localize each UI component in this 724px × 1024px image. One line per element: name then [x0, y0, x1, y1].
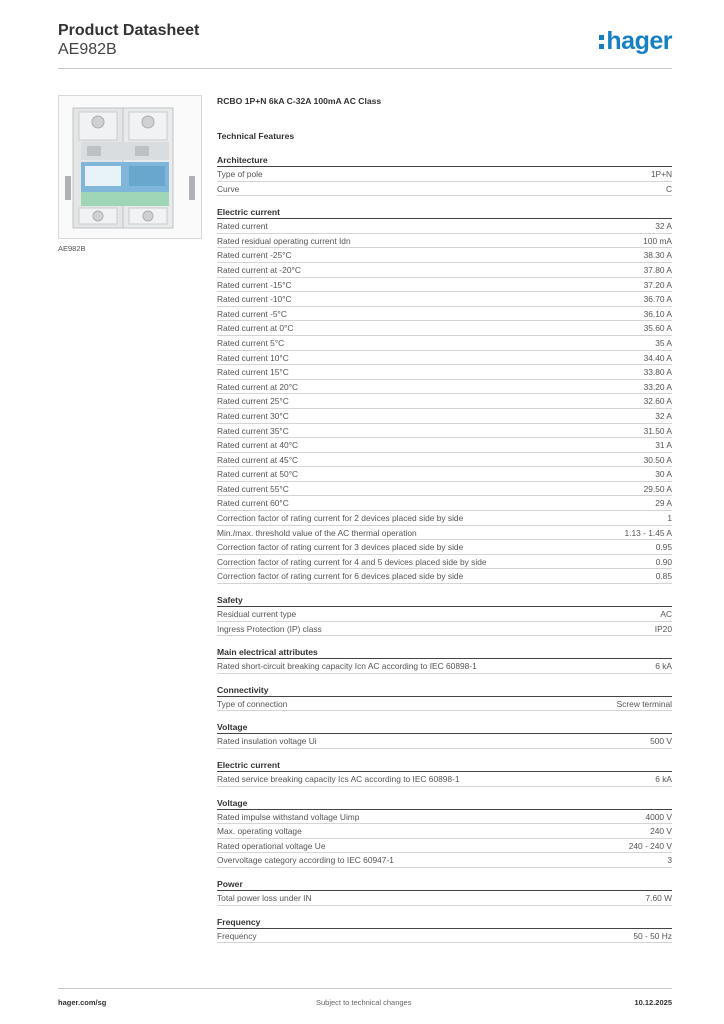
spec-row	[217, 569, 672, 584]
spec-value: 37.80 A	[643, 264, 672, 275]
spec-value: 31.50 A	[643, 425, 672, 436]
spec-row	[217, 292, 672, 307]
spec-row	[217, 248, 672, 263]
spec-row	[217, 182, 672, 197]
section-title: Electric current	[217, 759, 672, 772]
section-title: Voltage	[217, 721, 672, 734]
spec-row	[217, 380, 672, 395]
footer-notice: Subject to technical changes	[316, 998, 412, 1007]
spec-label: Type of connection	[217, 698, 288, 709]
spec-value: 32 A	[655, 221, 672, 232]
spec-value: 0.90	[655, 556, 672, 567]
spec-row	[217, 607, 672, 622]
product-code: AE982B	[58, 41, 117, 58]
spec-label: Ingress Protection (IP) class	[217, 623, 322, 634]
spec-value: 50 - 50 Hz	[633, 930, 672, 941]
spec-row	[217, 438, 672, 453]
spec-value: 240 V	[650, 826, 672, 837]
spec-row	[217, 853, 672, 868]
spec-section	[217, 594, 672, 636]
spec-label: Correction factor of rating current for 2 devices placed side by side	[217, 513, 464, 524]
page-header	[58, 22, 672, 68]
spec-section	[217, 759, 672, 787]
spec-label: Rated current 10°C	[217, 352, 289, 363]
section-title: Connectivity	[217, 684, 672, 697]
page-footer	[58, 998, 672, 1010]
logo-text: hager	[606, 27, 672, 55]
spec-label: Correction factor of rating current for 4 and 5 devices placed side by side	[217, 556, 487, 567]
spec-row	[217, 929, 672, 944]
spec-label: Correction factor of rating current for 6 devices placed side by side	[217, 571, 464, 582]
spec-row	[217, 810, 672, 825]
spec-value: 31 A	[655, 440, 672, 451]
spec-value: 1P+N	[650, 169, 672, 179]
spec-value: Screw terminal	[616, 698, 672, 709]
logo-dots-icon	[599, 35, 604, 49]
spec-row	[217, 263, 672, 278]
spec-section	[217, 206, 672, 584]
spec-row	[217, 424, 672, 439]
spec-section	[217, 684, 672, 712]
spec-label: Rated current at 0°C	[217, 323, 294, 334]
spec-value: 29 A	[655, 498, 672, 509]
spec-row	[217, 467, 672, 482]
spec-label: Rated current -10°C	[217, 294, 292, 305]
spec-row	[217, 482, 672, 497]
spec-value: 30 A	[655, 469, 672, 480]
spec-value: 32.60 A	[643, 396, 672, 407]
spec-value: 34.40 A	[643, 352, 672, 363]
spec-row	[217, 409, 672, 424]
spec-label: Rated current at 20°C	[217, 381, 299, 392]
spec-value: 33.20 A	[643, 381, 672, 392]
spec-section	[217, 646, 672, 674]
footer-divider	[58, 988, 672, 989]
spec-value: AC	[660, 609, 672, 620]
spec-label: Rated current 15°C	[217, 367, 289, 378]
spec-value: 35.60 A	[643, 323, 672, 334]
spec-label: Rated current at -20°C	[217, 264, 301, 275]
spec-value: 6 kA	[655, 661, 672, 672]
spec-label: Type of pole	[217, 169, 263, 179]
spec-label: Frequency	[217, 930, 257, 941]
spec-section	[217, 154, 672, 196]
spec-row	[217, 697, 672, 712]
spec-value: 7.60 W	[645, 892, 672, 903]
spec-row	[217, 496, 672, 511]
spec-label: Rated current 55°C	[217, 483, 289, 494]
spec-label: Rated insulation voltage Ui	[217, 736, 317, 747]
spec-value: IP20	[654, 623, 672, 634]
spec-label: Total power loss under IN	[217, 892, 312, 903]
spec-label: Curve	[217, 183, 240, 194]
spec-row	[217, 824, 672, 839]
product-image	[58, 95, 202, 239]
spec-row	[217, 839, 672, 854]
spec-row	[217, 659, 672, 674]
spec-section	[217, 721, 672, 749]
technical-features-heading: Technical Features	[217, 131, 295, 141]
spec-value: 36.70 A	[643, 294, 672, 305]
spec-row	[217, 307, 672, 322]
rcbo-device-icon	[59, 96, 201, 238]
spec-label: Max. operating voltage	[217, 826, 302, 837]
section-title: Frequency	[217, 916, 672, 929]
section-title: Architecture	[217, 154, 672, 167]
spec-value: 38.30 A	[643, 250, 672, 261]
spec-section	[217, 916, 672, 944]
spec-row	[217, 234, 672, 249]
spec-label: Rated residual operating current Idn	[217, 235, 351, 246]
page-title: Product Datasheet	[58, 22, 200, 39]
spec-value: 100 mA	[643, 235, 672, 246]
spec-row	[217, 219, 672, 234]
image-caption: AE982B	[58, 244, 86, 253]
spec-row	[217, 453, 672, 468]
spec-label: Rated short-circuit breaking capacity Icn AC according to IEC 60898-1	[217, 661, 477, 672]
spec-value: 33.80 A	[643, 367, 672, 378]
spec-section	[217, 878, 672, 906]
spec-row	[217, 365, 672, 380]
spec-row	[217, 336, 672, 351]
spec-value: 6 kA	[655, 774, 672, 784]
spec-label: Rated current 35°C	[217, 425, 289, 436]
spec-label: Rated operational voltage Ue	[217, 840, 326, 851]
spec-row	[217, 526, 672, 541]
spec-label: Rated current at 45°C	[217, 454, 299, 465]
footer-date: 10.12.2025	[634, 998, 672, 1007]
spec-sections	[217, 154, 672, 943]
section-title: Safety	[217, 594, 672, 607]
spec-row	[217, 772, 672, 787]
spec-content	[217, 95, 672, 943]
spec-row	[217, 555, 672, 570]
spec-row	[217, 540, 672, 555]
section-title: Power	[217, 878, 672, 891]
spec-label: Rated current at 40°C	[217, 440, 299, 451]
spec-label: Rated current 25°C	[217, 396, 289, 407]
spec-row	[217, 891, 672, 906]
spec-value: 29.50 A	[643, 483, 672, 494]
spec-value: 36.10 A	[643, 308, 672, 319]
spec-row	[217, 734, 672, 749]
spec-row	[217, 394, 672, 409]
spec-value: C	[665, 183, 672, 194]
spec-label: Rated impulse withstand voltage Uimp	[217, 811, 360, 822]
spec-row	[217, 511, 672, 526]
spec-label: Overvoltage category according to IEC 60947-1	[217, 855, 394, 866]
hager-logo	[599, 28, 672, 54]
spec-row	[217, 351, 672, 366]
spec-label: Rated current -25°C	[217, 250, 292, 261]
header-divider	[58, 68, 672, 69]
spec-label: Residual current type	[217, 609, 297, 620]
section-title: Voltage	[217, 797, 672, 810]
spec-value: 500 V	[650, 736, 672, 747]
spec-value: 240 - 240 V	[628, 840, 672, 851]
spec-section	[217, 797, 672, 868]
spec-row	[217, 278, 672, 293]
spec-value: 3	[667, 855, 672, 866]
spec-label: Rated current -5°C	[217, 308, 287, 319]
spec-value: 37.20 A	[643, 279, 672, 290]
spec-label: Correction factor of rating current for 3 devices placed side by side	[217, 542, 464, 553]
spec-row	[217, 321, 672, 336]
spec-value: 0.85	[655, 571, 672, 582]
spec-value: 1.13 - 1.45 A	[624, 527, 672, 538]
spec-value: 0.95	[655, 542, 672, 553]
spec-value: 4000 V	[645, 811, 672, 822]
spec-value: 35 A	[655, 337, 672, 348]
section-title: Electric current	[217, 206, 672, 219]
spec-row	[217, 622, 672, 637]
spec-label: Rated current	[217, 221, 268, 232]
spec-label: Rated current at 50°C	[217, 469, 299, 480]
spec-label: Rated current 5°C	[217, 337, 285, 348]
product-name: RCBO 1P+N 6kA C-32A 100mA AC Class	[217, 96, 382, 106]
spec-label: Min./max. threshold value of the AC thermal operation	[217, 527, 417, 538]
spec-label: Rated service breaking capacity Ics AC according to IEC 60898-1	[217, 774, 460, 784]
spec-label: Rated current 60°C	[217, 498, 289, 509]
spec-value: 30.50 A	[643, 454, 672, 465]
spec-label: Rated current 30°C	[217, 410, 289, 421]
section-title: Main electrical attributes	[217, 646, 672, 659]
spec-row	[217, 167, 672, 182]
footer-website[interactable]: hager.com/sg	[58, 998, 107, 1007]
spec-label: Rated current -15°C	[217, 279, 292, 290]
spec-value: 32 A	[655, 410, 672, 421]
spec-value: 1	[667, 513, 672, 524]
